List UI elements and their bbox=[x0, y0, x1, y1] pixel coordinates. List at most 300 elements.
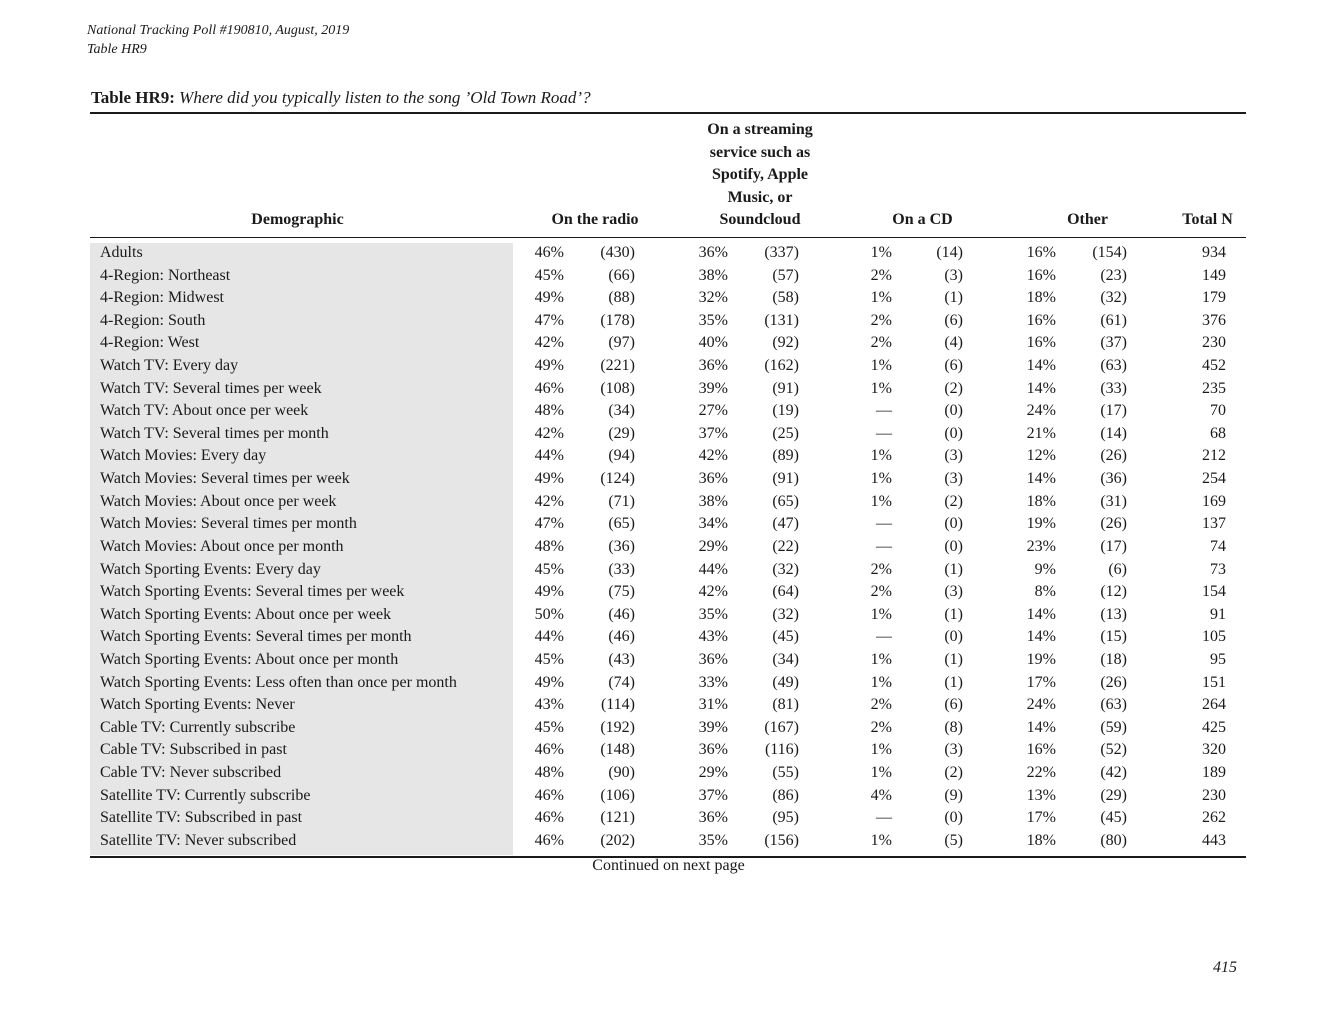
streaming-percent: 36% bbox=[698, 809, 728, 827]
other-percent: 14% bbox=[1026, 470, 1056, 488]
total-n: 154 bbox=[1202, 583, 1226, 601]
radio-percent: 49% bbox=[534, 470, 564, 488]
table-id: Table HR9 bbox=[87, 42, 147, 57]
radio-count: (66) bbox=[608, 266, 635, 284]
radio-percent: 47% bbox=[534, 515, 564, 533]
streaming-count: (64) bbox=[772, 583, 799, 601]
other-count: (80) bbox=[1100, 831, 1127, 849]
total-n: 262 bbox=[1202, 809, 1226, 827]
other-count: (59) bbox=[1100, 718, 1127, 736]
other-count: (26) bbox=[1100, 673, 1127, 691]
total-n: 452 bbox=[1202, 357, 1226, 375]
streaming-percent: 32% bbox=[698, 289, 728, 307]
streaming-percent: 27% bbox=[698, 402, 728, 420]
radio-percent: 49% bbox=[534, 357, 564, 375]
cd-percent: — bbox=[876, 537, 892, 555]
radio-percent: 49% bbox=[534, 583, 564, 601]
streaming-percent: 36% bbox=[698, 650, 728, 668]
table-row bbox=[0, 355, 1320, 378]
streaming-count: (22) bbox=[772, 537, 799, 555]
other-count: (154) bbox=[1092, 244, 1127, 261]
total-n: 151 bbox=[1202, 673, 1226, 691]
total-n: 73 bbox=[1210, 560, 1226, 578]
streaming-header-line: Soundcloud bbox=[719, 211, 801, 228]
streaming-percent: 39% bbox=[698, 718, 728, 736]
radio-count: (33) bbox=[608, 560, 635, 578]
table-row bbox=[0, 739, 1320, 762]
table-row bbox=[0, 626, 1320, 649]
table-row bbox=[0, 694, 1320, 717]
other-percent: 8% bbox=[1034, 583, 1056, 601]
row-label: Adults bbox=[100, 244, 143, 261]
cd-count: (3) bbox=[944, 583, 963, 601]
radio-count: (36) bbox=[608, 537, 635, 555]
other-count: (42) bbox=[1100, 764, 1127, 782]
table-body bbox=[0, 242, 1320, 852]
cd-count: (0) bbox=[944, 628, 963, 646]
total-n: 235 bbox=[1202, 379, 1226, 397]
cd-count: (2) bbox=[944, 379, 963, 397]
streaming-percent: 35% bbox=[698, 605, 728, 623]
streaming-count: (65) bbox=[772, 492, 799, 510]
cd-percent: 1% bbox=[870, 492, 892, 510]
cd-percent: 1% bbox=[870, 741, 892, 759]
table-row bbox=[0, 468, 1320, 491]
cd-percent: 2% bbox=[870, 560, 892, 578]
streaming-count: (55) bbox=[772, 764, 799, 782]
streaming-count: (81) bbox=[772, 696, 799, 714]
streaming-count: (337) bbox=[764, 244, 799, 261]
cd-count: (2) bbox=[944, 492, 963, 510]
row-label: Watch Sporting Events: Every day bbox=[100, 560, 321, 578]
cd-percent: 2% bbox=[870, 334, 892, 352]
other-percent: 18% bbox=[1026, 492, 1056, 510]
table-row bbox=[0, 491, 1320, 514]
streaming-percent: 29% bbox=[698, 537, 728, 555]
row-label: 4-Region: Northeast bbox=[100, 266, 231, 284]
radio-percent: 43% bbox=[534, 696, 564, 714]
other-count: (18) bbox=[1100, 650, 1127, 668]
table-row bbox=[0, 400, 1320, 423]
radio-percent: 50% bbox=[534, 605, 564, 623]
table-row bbox=[0, 649, 1320, 672]
cd-percent: — bbox=[876, 424, 892, 442]
cd-count: (3) bbox=[944, 741, 963, 759]
table-row bbox=[0, 717, 1320, 740]
cd-percent: 1% bbox=[870, 650, 892, 668]
streaming-count: (32) bbox=[772, 560, 799, 578]
other-count: (36) bbox=[1100, 470, 1127, 488]
other-percent: 18% bbox=[1026, 289, 1056, 307]
table-row bbox=[0, 807, 1320, 830]
radio-percent: 45% bbox=[534, 266, 564, 284]
cd-count: (5) bbox=[944, 831, 963, 849]
streaming-percent: 36% bbox=[698, 357, 728, 375]
table-row bbox=[0, 785, 1320, 808]
cd-count: (1) bbox=[944, 650, 963, 668]
streaming-count: (57) bbox=[772, 266, 799, 284]
streaming-header-line: service such as bbox=[709, 143, 811, 161]
table-row bbox=[0, 423, 1320, 446]
radio-count: (74) bbox=[608, 673, 635, 691]
other-percent: 17% bbox=[1026, 809, 1056, 827]
streaming-count: (86) bbox=[772, 786, 799, 804]
continued-note: Continued on next page bbox=[592, 857, 745, 874]
streaming-count: (45) bbox=[772, 628, 799, 646]
streaming-percent: 35% bbox=[698, 831, 728, 849]
table-row bbox=[0, 536, 1320, 559]
streaming-header-line: Spotify, Apple bbox=[711, 166, 809, 183]
table-row bbox=[0, 762, 1320, 785]
streaming-header-line: On a streaming bbox=[707, 121, 813, 138]
row-label: Watch TV: Several times per month bbox=[100, 424, 329, 442]
other-percent: 14% bbox=[1026, 605, 1056, 623]
cd-percent: 2% bbox=[870, 583, 892, 601]
other-count: (15) bbox=[1100, 628, 1127, 646]
other-percent: 16% bbox=[1026, 311, 1056, 329]
total-n: 320 bbox=[1202, 741, 1226, 759]
radio-percent: 46% bbox=[534, 809, 564, 827]
cd-count: (0) bbox=[944, 537, 963, 555]
other-count: (6) bbox=[1108, 560, 1127, 578]
streaming-percent: 38% bbox=[698, 266, 728, 284]
column-header-other: Other bbox=[1067, 211, 1108, 228]
other-percent: 9% bbox=[1034, 560, 1056, 578]
row-label: Watch Movies: About once per month bbox=[100, 537, 344, 555]
table-row bbox=[0, 604, 1320, 627]
streaming-percent: 44% bbox=[698, 560, 728, 578]
cd-count: (0) bbox=[944, 515, 963, 533]
radio-percent: 47% bbox=[534, 311, 564, 329]
radio-percent: 48% bbox=[534, 537, 564, 555]
column-header-demographic: Demographic bbox=[251, 211, 344, 228]
other-percent: 14% bbox=[1026, 357, 1056, 375]
streaming-count: (131) bbox=[764, 311, 799, 329]
radio-count: (43) bbox=[608, 650, 635, 668]
other-percent: 22% bbox=[1026, 764, 1056, 782]
column-header-cd: On a CD bbox=[892, 211, 953, 228]
streaming-count: (49) bbox=[772, 673, 799, 691]
streaming-percent: 36% bbox=[698, 470, 728, 488]
cd-percent: 4% bbox=[870, 786, 892, 804]
radio-percent: 42% bbox=[534, 424, 564, 442]
row-label: 4-Region: South bbox=[100, 311, 206, 329]
other-count: (17) bbox=[1100, 402, 1127, 420]
other-count: (17) bbox=[1100, 537, 1127, 555]
total-n: 179 bbox=[1202, 289, 1226, 307]
cd-percent: 1% bbox=[870, 470, 892, 488]
radio-percent: 45% bbox=[534, 718, 564, 736]
other-count: (32) bbox=[1100, 289, 1127, 307]
cd-percent: 1% bbox=[870, 357, 892, 375]
table-row bbox=[0, 242, 1320, 265]
cd-percent: 1% bbox=[870, 289, 892, 307]
other-count: (63) bbox=[1100, 357, 1127, 375]
streaming-percent: 36% bbox=[698, 244, 728, 261]
row-label: Watch Movies: Several times per month bbox=[100, 515, 357, 533]
cd-percent: 1% bbox=[870, 831, 892, 849]
streaming-count: (91) bbox=[772, 470, 799, 488]
table-row bbox=[0, 581, 1320, 604]
streaming-count: (162) bbox=[764, 357, 799, 375]
radio-percent: 45% bbox=[534, 650, 564, 668]
radio-count: (148) bbox=[600, 741, 635, 759]
radio-percent: 46% bbox=[534, 831, 564, 849]
cd-count: (6) bbox=[944, 696, 963, 714]
other-percent: 16% bbox=[1026, 244, 1056, 261]
streaming-count: (19) bbox=[772, 402, 799, 420]
table-row bbox=[0, 513, 1320, 536]
other-percent: 17% bbox=[1026, 673, 1056, 691]
total-n: 212 bbox=[1202, 447, 1226, 465]
row-label: Satellite TV: Currently subscribe bbox=[100, 786, 311, 804]
other-percent: 24% bbox=[1026, 402, 1056, 420]
total-n: 189 bbox=[1202, 764, 1226, 782]
other-count: (31) bbox=[1100, 492, 1127, 510]
row-label: 4-Region: Midwest bbox=[100, 289, 224, 307]
other-count: (63) bbox=[1100, 696, 1127, 714]
cd-percent: 1% bbox=[870, 447, 892, 465]
row-label: Cable TV: Subscribed in past bbox=[100, 741, 287, 759]
streaming-percent: 42% bbox=[698, 447, 728, 465]
streaming-header-line: Music, or bbox=[727, 188, 793, 206]
radio-percent: 49% bbox=[534, 673, 564, 691]
other-count: (29) bbox=[1100, 786, 1127, 804]
other-percent: 23% bbox=[1026, 537, 1056, 555]
radio-count: (121) bbox=[600, 809, 635, 827]
row-label: Watch TV: Several times per week bbox=[100, 379, 322, 397]
other-count: (12) bbox=[1100, 583, 1127, 601]
radio-percent: 45% bbox=[534, 560, 564, 578]
streaming-percent: 33% bbox=[698, 673, 728, 691]
total-n: 70 bbox=[1210, 402, 1226, 420]
row-label: Watch Sporting Events: Never bbox=[100, 696, 295, 714]
cd-count: (0) bbox=[944, 402, 963, 420]
cd-count: (4) bbox=[944, 334, 963, 352]
other-percent: 16% bbox=[1026, 741, 1056, 759]
row-label: Watch Movies: Every day bbox=[100, 447, 267, 465]
row-label: Watch Sporting Events: About once per month bbox=[100, 650, 399, 668]
table-row bbox=[0, 332, 1320, 355]
streaming-count: (167) bbox=[764, 718, 799, 736]
cd-percent: 1% bbox=[870, 605, 892, 623]
other-count: (26) bbox=[1100, 515, 1127, 533]
column-header-radio: On the radio bbox=[551, 211, 639, 228]
total-n: 254 bbox=[1202, 470, 1226, 488]
total-n: 425 bbox=[1202, 718, 1226, 736]
streaming-count: (58) bbox=[772, 289, 799, 307]
total-n: 376 bbox=[1202, 311, 1226, 329]
radio-count: (202) bbox=[600, 831, 635, 849]
total-n: 74 bbox=[1210, 537, 1226, 555]
table-row bbox=[0, 287, 1320, 310]
table-row bbox=[0, 830, 1320, 853]
cd-count: (0) bbox=[944, 424, 963, 442]
row-label: Watch Sporting Events: Several times per week bbox=[100, 583, 405, 601]
other-count: (52) bbox=[1100, 741, 1127, 759]
other-count: (61) bbox=[1100, 311, 1127, 329]
radio-count: (46) bbox=[608, 605, 635, 623]
streaming-percent: 37% bbox=[698, 786, 728, 804]
other-percent: 18% bbox=[1026, 831, 1056, 849]
row-label: Watch Sporting Events: About once per week bbox=[100, 605, 392, 623]
radio-count: (46) bbox=[608, 628, 635, 646]
cd-count: (3) bbox=[944, 266, 963, 284]
row-label: Cable TV: Currently subscribe bbox=[100, 718, 296, 736]
streaming-percent: 40% bbox=[698, 334, 728, 352]
table-row bbox=[0, 378, 1320, 401]
cd-count: (0) bbox=[944, 809, 963, 827]
other-percent: 12% bbox=[1026, 447, 1056, 465]
cd-percent: 2% bbox=[870, 266, 892, 284]
total-n: 95 bbox=[1210, 650, 1226, 668]
total-n: 443 bbox=[1202, 831, 1226, 849]
cd-count: (3) bbox=[944, 470, 963, 488]
row-label: Watch Movies: About once per week bbox=[100, 492, 337, 510]
table-caption bbox=[91, 88, 591, 108]
total-n: 230 bbox=[1202, 786, 1226, 804]
streaming-count: (95) bbox=[772, 809, 799, 827]
other-percent: 14% bbox=[1026, 628, 1056, 646]
caption-question: Where did you typically listen to the song ’Old Town Road’? bbox=[179, 88, 591, 107]
row-label: Watch Sporting Events: Less often than once per month bbox=[100, 673, 457, 691]
streaming-percent: 31% bbox=[698, 696, 728, 714]
radio-count: (124) bbox=[600, 470, 635, 488]
radio-count: (221) bbox=[600, 357, 635, 375]
radio-count: (65) bbox=[608, 515, 635, 533]
radio-percent: 46% bbox=[534, 379, 564, 397]
streaming-count: (32) bbox=[772, 605, 799, 623]
total-n: 137 bbox=[1202, 515, 1226, 533]
other-percent: 13% bbox=[1026, 786, 1056, 804]
row-label: Watch TV: Every day bbox=[100, 357, 239, 375]
other-percent: 19% bbox=[1026, 515, 1056, 533]
row-label: Watch Sporting Events: Several times per month bbox=[100, 628, 412, 646]
cd-percent: 2% bbox=[870, 696, 892, 714]
cd-count: (14) bbox=[936, 244, 963, 261]
cd-percent: 2% bbox=[870, 311, 892, 329]
table-header-rule bbox=[90, 237, 1246, 238]
cd-count: (1) bbox=[944, 673, 963, 691]
radio-percent: 42% bbox=[534, 492, 564, 510]
cd-count: (6) bbox=[944, 311, 963, 329]
streaming-percent: 37% bbox=[698, 424, 728, 442]
table-top-rule bbox=[90, 112, 1246, 114]
radio-count: (71) bbox=[608, 492, 635, 510]
streaming-count: (34) bbox=[772, 650, 799, 668]
other-count: (45) bbox=[1100, 809, 1127, 827]
cd-percent: 1% bbox=[870, 244, 892, 261]
total-n: 934 bbox=[1202, 244, 1226, 261]
radio-count: (34) bbox=[608, 402, 635, 420]
cd-count: (1) bbox=[944, 605, 963, 623]
radio-percent: 44% bbox=[534, 447, 564, 465]
row-label: Cable TV: Never subscribed bbox=[100, 764, 282, 782]
cd-percent: — bbox=[876, 515, 892, 533]
other-count: (14) bbox=[1100, 424, 1127, 442]
other-percent: 14% bbox=[1026, 379, 1056, 397]
total-n: 230 bbox=[1202, 334, 1226, 352]
table-row bbox=[0, 559, 1320, 582]
cd-count: (9) bbox=[944, 786, 963, 804]
radio-count: (430) bbox=[600, 244, 635, 261]
cd-percent: 1% bbox=[870, 379, 892, 397]
radio-percent: 48% bbox=[534, 764, 564, 782]
other-percent: 19% bbox=[1026, 650, 1056, 668]
row-label: Satellite TV: Never subscribed bbox=[100, 831, 297, 849]
poll-title: National Tracking Poll #190810, August, 2019 bbox=[87, 23, 350, 38]
row-label: Watch TV: About once per week bbox=[100, 402, 309, 420]
radio-percent: 48% bbox=[534, 402, 564, 420]
total-n: 264 bbox=[1202, 696, 1226, 714]
cd-percent: — bbox=[876, 809, 892, 827]
radio-percent: 49% bbox=[534, 289, 564, 307]
radio-count: (75) bbox=[608, 583, 635, 601]
radio-count: (97) bbox=[608, 334, 635, 352]
radio-percent: 46% bbox=[534, 786, 564, 804]
total-n: 169 bbox=[1202, 492, 1226, 510]
streaming-count: (89) bbox=[772, 447, 799, 465]
other-count: (26) bbox=[1100, 447, 1127, 465]
column-header-streaming bbox=[680, 119, 840, 232]
radio-percent: 42% bbox=[534, 334, 564, 352]
cd-percent: 1% bbox=[870, 673, 892, 691]
streaming-count: (156) bbox=[764, 831, 799, 849]
other-percent: 14% bbox=[1026, 718, 1056, 736]
cd-percent: 2% bbox=[870, 718, 892, 736]
cd-percent: — bbox=[876, 628, 892, 646]
cd-count: (8) bbox=[944, 718, 963, 736]
radio-count: (192) bbox=[600, 718, 635, 736]
table-row bbox=[0, 265, 1320, 288]
streaming-percent: 39% bbox=[698, 379, 728, 397]
total-n: 68 bbox=[1210, 424, 1226, 442]
column-header-total: Total N bbox=[1182, 211, 1233, 228]
streaming-percent: 42% bbox=[698, 583, 728, 601]
other-percent: 16% bbox=[1026, 266, 1056, 284]
streaming-count: (92) bbox=[772, 334, 799, 352]
other-count: (37) bbox=[1100, 334, 1127, 352]
streaming-percent: 43% bbox=[698, 628, 728, 646]
other-count: (33) bbox=[1100, 379, 1127, 397]
total-n: 149 bbox=[1202, 266, 1226, 284]
radio-count: (29) bbox=[608, 424, 635, 442]
other-percent: 21% bbox=[1026, 424, 1056, 442]
radio-count: (106) bbox=[600, 786, 635, 804]
streaming-count: (91) bbox=[772, 379, 799, 397]
radio-count: (108) bbox=[600, 379, 635, 397]
radio-count: (88) bbox=[608, 289, 635, 307]
row-label: 4-Region: West bbox=[100, 334, 200, 352]
cd-count: (3) bbox=[944, 447, 963, 465]
caption-label: Table HR9: bbox=[91, 88, 175, 107]
radio-count: (114) bbox=[600, 696, 635, 714]
radio-percent: 46% bbox=[534, 741, 564, 759]
streaming-percent: 34% bbox=[698, 515, 728, 533]
other-percent: 24% bbox=[1026, 696, 1056, 714]
streaming-count: (47) bbox=[772, 515, 799, 533]
cd-count: (1) bbox=[944, 289, 963, 307]
streaming-percent: 38% bbox=[698, 492, 728, 510]
page-number: 415 bbox=[1213, 959, 1237, 976]
cd-count: (2) bbox=[944, 764, 963, 782]
cd-count: (1) bbox=[944, 560, 963, 578]
row-label: Satellite TV: Subscribed in past bbox=[100, 809, 303, 827]
radio-percent: 44% bbox=[534, 628, 564, 646]
table-row bbox=[0, 310, 1320, 333]
streaming-percent: 36% bbox=[698, 741, 728, 759]
cd-percent: 1% bbox=[870, 764, 892, 782]
